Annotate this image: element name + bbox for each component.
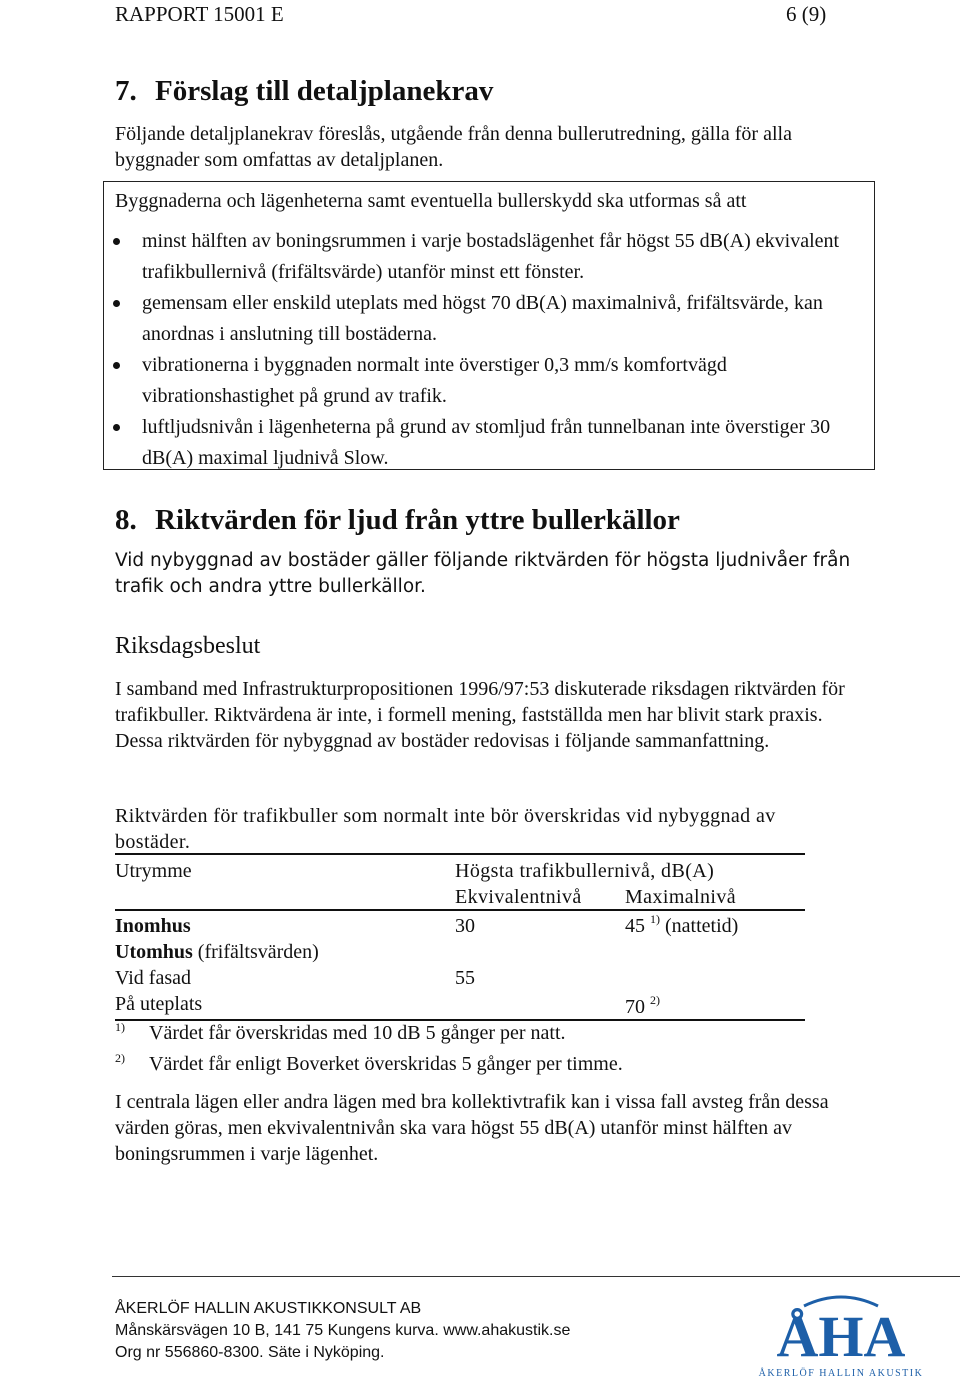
bullet-icon	[113, 362, 120, 369]
col-header-group: Högsta trafikbullernivå, dB(A)	[455, 860, 715, 882]
footer-address: Månskärsvägen 10 B, 141 75 Kungens kurva. www.ahakustik.se	[115, 1322, 571, 1339]
row-label-note: (frifältsvärden)	[197, 941, 319, 963]
section-number: 7.	[115, 75, 137, 107]
bullet-icon	[113, 424, 120, 431]
footer-rule	[112, 1276, 960, 1277]
list-item	[104, 288, 864, 350]
riksdagsbeslut-text: I samband med Infrastrukturpropositionen 1996/97:53 diskuterade riksdagen riktvärden för trafikbuller. Riktvärdena är inte, i formell mening, fastställda men har blivit stark praxis. Dessa riktvärden för nybyggnad av bostäder redovisas i följande sammanfattning.	[115, 678, 845, 752]
cell-inomhus-eq: 30	[455, 915, 475, 937]
row-label-inomhus: Inomhus	[115, 915, 191, 937]
list-item-text: minst hälften av boningsrummen i varje bostadslägenhet får högst 55 dB(A) ekvivalent trafikbullernivå (frifältsvärde) utanför minst ett fönster.	[142, 230, 840, 283]
section-number: 8.	[115, 504, 137, 536]
col-header-space: Utrymme	[115, 860, 192, 882]
list-item-text: luftljudsnivån i lägenheterna på grund av stomljud från tunnelbanan inte överstiger 30 dB(A) maximal ljudnivå Slow.	[142, 416, 831, 469]
section-8-heading	[115, 504, 680, 537]
table-caption: Riktvärden för trafikbuller som normalt inte bör överskridas vid nybyggnad av bostäder.	[115, 805, 776, 853]
list-item-text: vibrationerna i byggnaden normalt inte överstiger 0,3 mm/s komfortvägd vibrationshastighet på grund av trafik.	[142, 354, 727, 407]
table-top-rule	[115, 853, 805, 855]
cell-value: 70	[625, 996, 645, 1018]
col-header-equivalent: Ekvivalentnivå	[455, 886, 582, 908]
section-7-heading	[115, 75, 493, 108]
footer-company: ÅKERLÖF HALLIN AKUSTIKKONSULT AB	[115, 1300, 422, 1317]
requirements-lead: Byggnaderna och lägenheterna samt eventuella bullerskydd ska utformas så att	[115, 190, 747, 212]
footnote-text: Värdet får överskridas med 10 dB 5 gånger per natt.	[149, 1022, 566, 1044]
company-logo	[752, 1290, 930, 1382]
footnote-mark: 2)	[115, 1051, 125, 1065]
footnote-text: Värdet får enligt Boverket överskridas 5 gånger per timme.	[149, 1053, 623, 1075]
footer-org: Org nr 556860-8300. Säte i Nyköping.	[115, 1344, 385, 1361]
list-item	[104, 350, 864, 412]
row-label-utomhus	[115, 939, 319, 965]
footnote	[115, 1051, 855, 1082]
subheading-riksdagsbeslut: Riksdagsbeslut	[115, 633, 261, 659]
logo-letters: ÅHA	[776, 1304, 906, 1369]
list-item-text: gemensam eller enskild uteplats med högst 70 dB(A) maximalnivå, frifältsvärde, kan anordnas i anslutning till bostäderna.	[142, 292, 823, 345]
requirements-list	[104, 226, 864, 474]
page-number: 6 (9)	[786, 2, 827, 26]
footnote-mark: 1)	[115, 1020, 125, 1034]
logo-caption: ÅKERLÖF HALLIN AKUSTIK	[758, 1368, 924, 1379]
list-item	[104, 226, 864, 288]
col-header-maximum: Maximalnivå	[625, 886, 737, 908]
section-title: Riktvärden för ljud från yttre bullerkällor	[155, 504, 680, 536]
bullet-icon	[113, 238, 120, 245]
cell-inomhus-max	[625, 913, 738, 939]
section-title: Förslag till detaljplanekrav	[155, 75, 494, 107]
row-label-text: Utomhus	[115, 941, 193, 963]
cell-uteplats-max	[625, 994, 660, 1020]
footnote-ref: 2)	[650, 993, 660, 1007]
cell-note: (nattetid)	[665, 915, 739, 937]
report-number: RAPPORT 15001 E	[115, 2, 284, 26]
section-7-intro: Följande detaljplanekrav föreslås, utgående från denna bullerutredning, gälla för alla byggnader som omfattas av detaljplanen.	[115, 123, 792, 171]
cell-fasad-eq: 55	[455, 967, 475, 989]
requirements-box	[103, 181, 875, 470]
row-label-fasad: Vid fasad	[115, 967, 191, 989]
aha-logo-icon	[752, 1290, 930, 1382]
list-item	[104, 412, 864, 474]
section-8-intro: Vid nybyggnad av bostäder gäller följande riktvärden för högsta ljudnivåer från trafik och andra yttre bullerkällor.	[115, 550, 851, 597]
bullet-icon	[113, 300, 120, 307]
table-header-rule	[115, 909, 805, 911]
final-paragraph: I centrala lägen eller andra lägen med bra kollektivtrafik kan i vissa fall avsteg från dessa värden göras, men ekvivalentnivån ska vara högst 55 dB(A) utanför minst hälften av boningsrummen i varje lägenhet.	[115, 1091, 829, 1165]
footnote	[115, 1020, 855, 1051]
row-label-uteplats: På uteplats	[115, 993, 203, 1015]
cell-value: 45	[625, 915, 645, 937]
table-footnotes	[115, 1020, 855, 1082]
footer-company-info	[115, 1298, 570, 1364]
footnote-ref: 1)	[650, 912, 660, 926]
